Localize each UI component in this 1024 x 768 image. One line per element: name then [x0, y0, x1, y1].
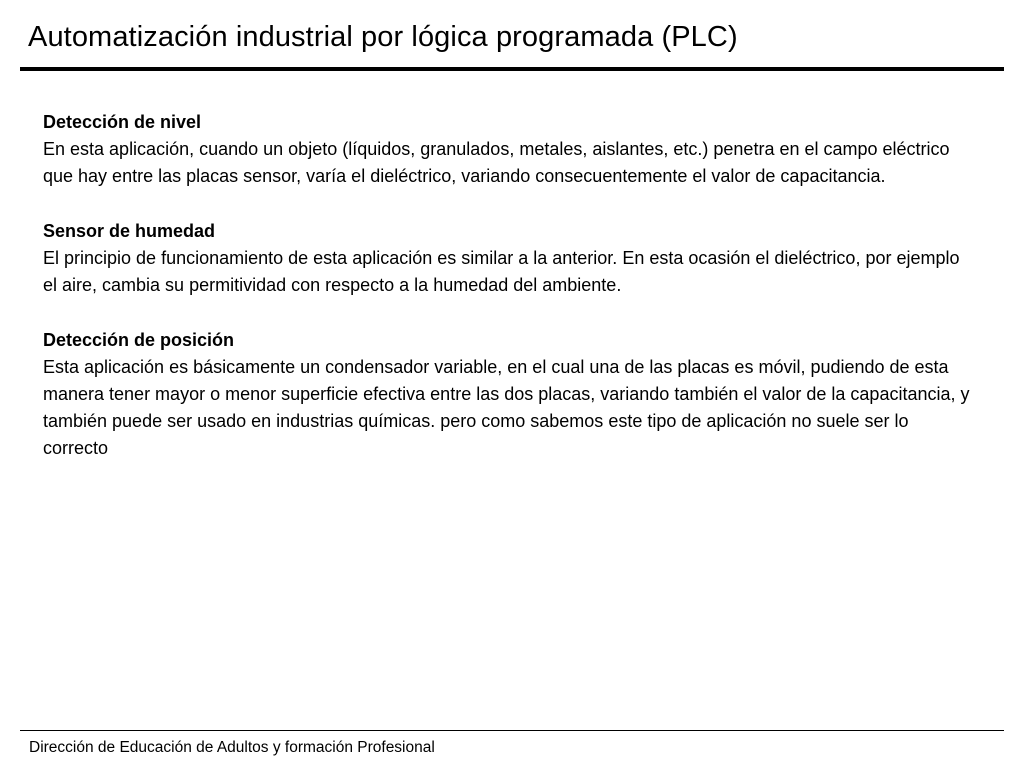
section-heading: Sensor de humedad [43, 220, 216, 241]
section-sensor-de-humedad [43, 218, 973, 300]
slide-content [43, 109, 973, 490]
title-divider [20, 67, 1004, 71]
section-body: El principio de funcionamiento de esta aplicación es similar a la anterior. En esta ocasión el dieléctrico, por ejemplo el aire, cambia su permitividad con respecto a la humedad del ambiente. [43, 248, 960, 296]
section-body: Esta aplicación es básicamente un condensador variable, en el cual una de las placas es móvil, pudiendo de esta manera tener mayor o menor superficie efectiva entre las dos placas, variando también el valor de la capacitancia, y también puede ser usado en industrias químicas. pero como sabemos este tipo de aplicación no suele ser lo correcto [43, 356, 970, 459]
slide-footer: Dirección de Educación de Adultos y formación Profesional [29, 739, 435, 756]
section-deteccion-de-posicion [43, 327, 973, 463]
section-heading: Detección de nivel [43, 112, 202, 132]
slide-title: Automatización industrial por lógica programada (PLC) [28, 21, 738, 53]
section-heading: Detección de posición [43, 329, 235, 350]
footer-divider [20, 730, 1004, 731]
section-deteccion-de-nivel [43, 109, 973, 191]
section-body: En esta aplicación, cuando un objeto (líquidos, granulados, metales, aislantes, etc.) penetra en el campo eléctrico que hay entre las placas sensor, varía el dieléctrico, variando consecuentemente el valor de capacitancia. [43, 139, 950, 187]
